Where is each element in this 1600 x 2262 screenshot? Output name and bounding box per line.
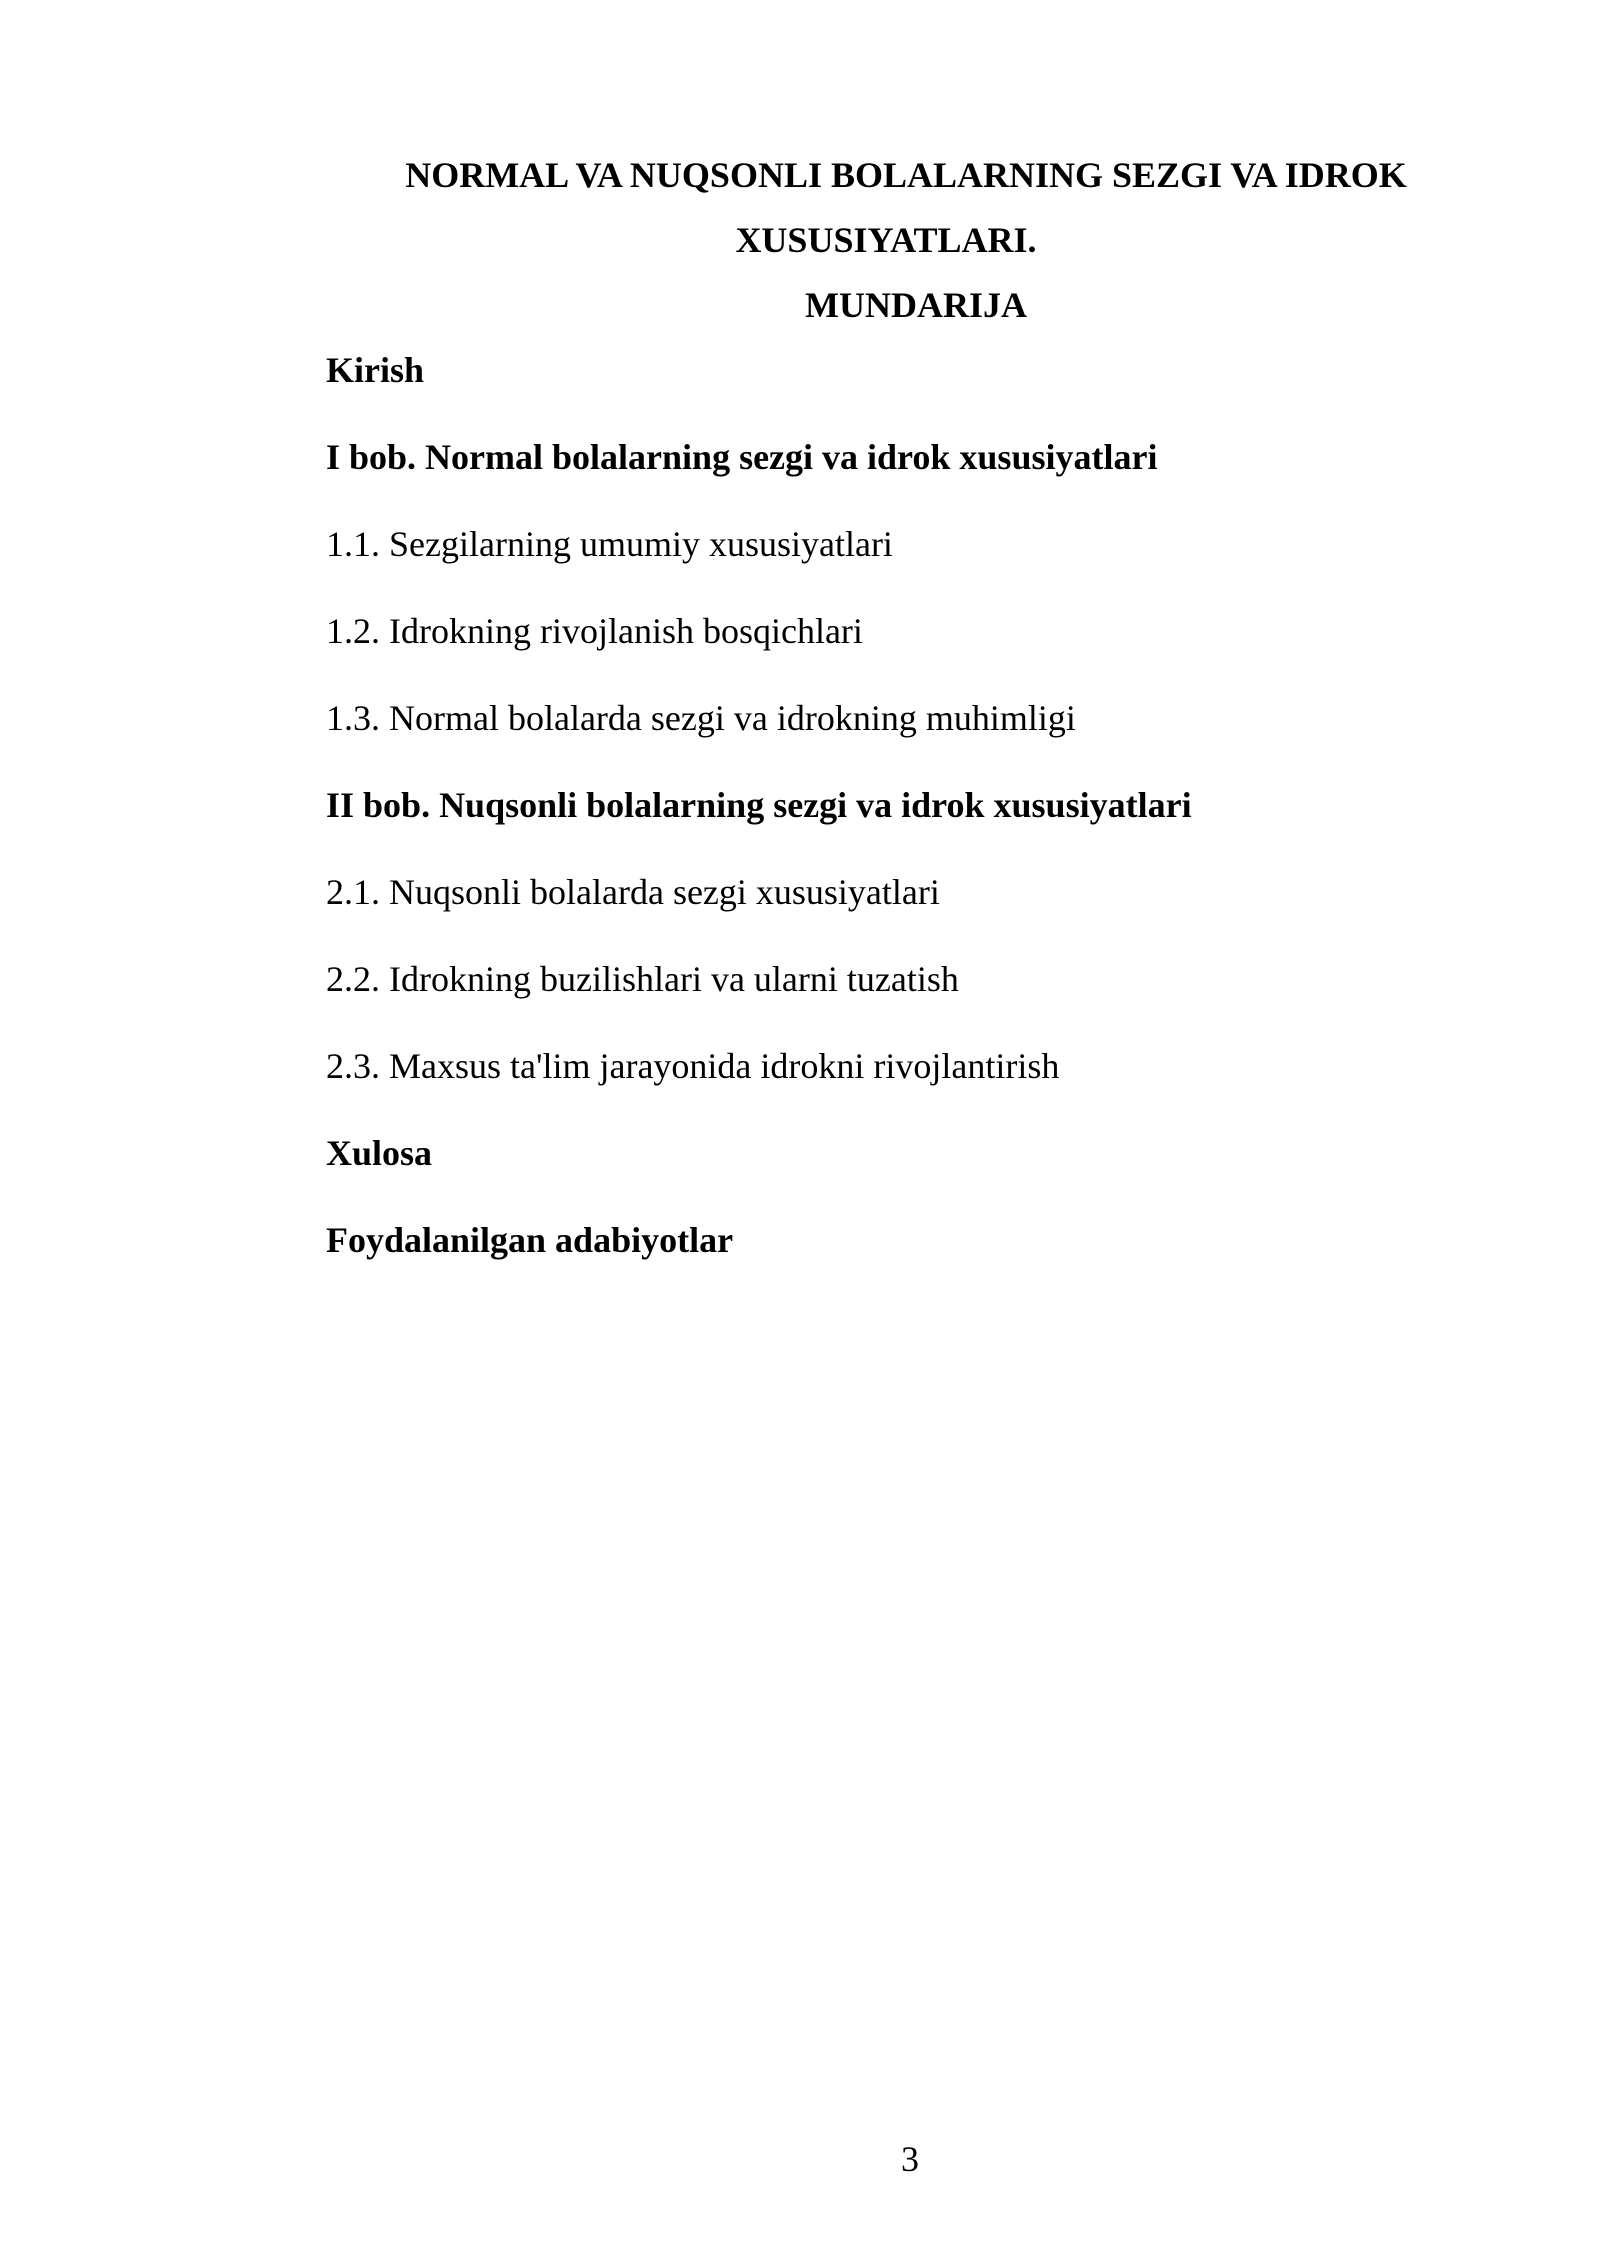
toc-entry-section-1-2: 1.2. Idrokning rivojlanish bosqichlari — [326, 611, 863, 651]
toc-entry-chapter-1: I bob. Normal bolalarning sezgi va idrok xususiyatlari — [326, 437, 1158, 477]
contents-heading: MUNDARIJA — [805, 285, 1027, 325]
document-title-line-1: NORMAL VA NUQSONLI BOLALARNING SEZGI VA IDROK — [405, 155, 1407, 195]
toc-entry-section-2-2: 2.2. Idrokning buzilishlari va ularni tuzatish — [326, 959, 959, 999]
toc-entry-chapter-2: II bob. Nuqsonli bolalarning sezgi va idrok xususiyatlari — [326, 785, 1192, 825]
toc-entry-section-2-3: 2.3. Maxsus ta'lim jarayonida idrokni rivojlantirish — [326, 1046, 1060, 1086]
document-title-line-2: XUSUSIYATLARI. — [735, 220, 1037, 260]
page-number: 3 — [901, 2139, 919, 2179]
toc-entry-section-1-1: 1.1. Sezgilarning umumiy xususiyatlari — [326, 524, 893, 564]
toc-entry-references: Foydalanilgan adabiyotlar — [326, 1220, 734, 1260]
toc-entry-section-1-3: 1.3. Normal bolalarda sezgi va idrokning muhimligi — [326, 698, 1076, 738]
toc-entry-conclusion: Xulosa — [326, 1133, 433, 1173]
toc-entry-introduction: Kirish — [326, 350, 425, 390]
toc-entry-section-2-1: 2.1. Nuqsonli bolalarda sezgi xususiyatlari — [326, 872, 940, 912]
